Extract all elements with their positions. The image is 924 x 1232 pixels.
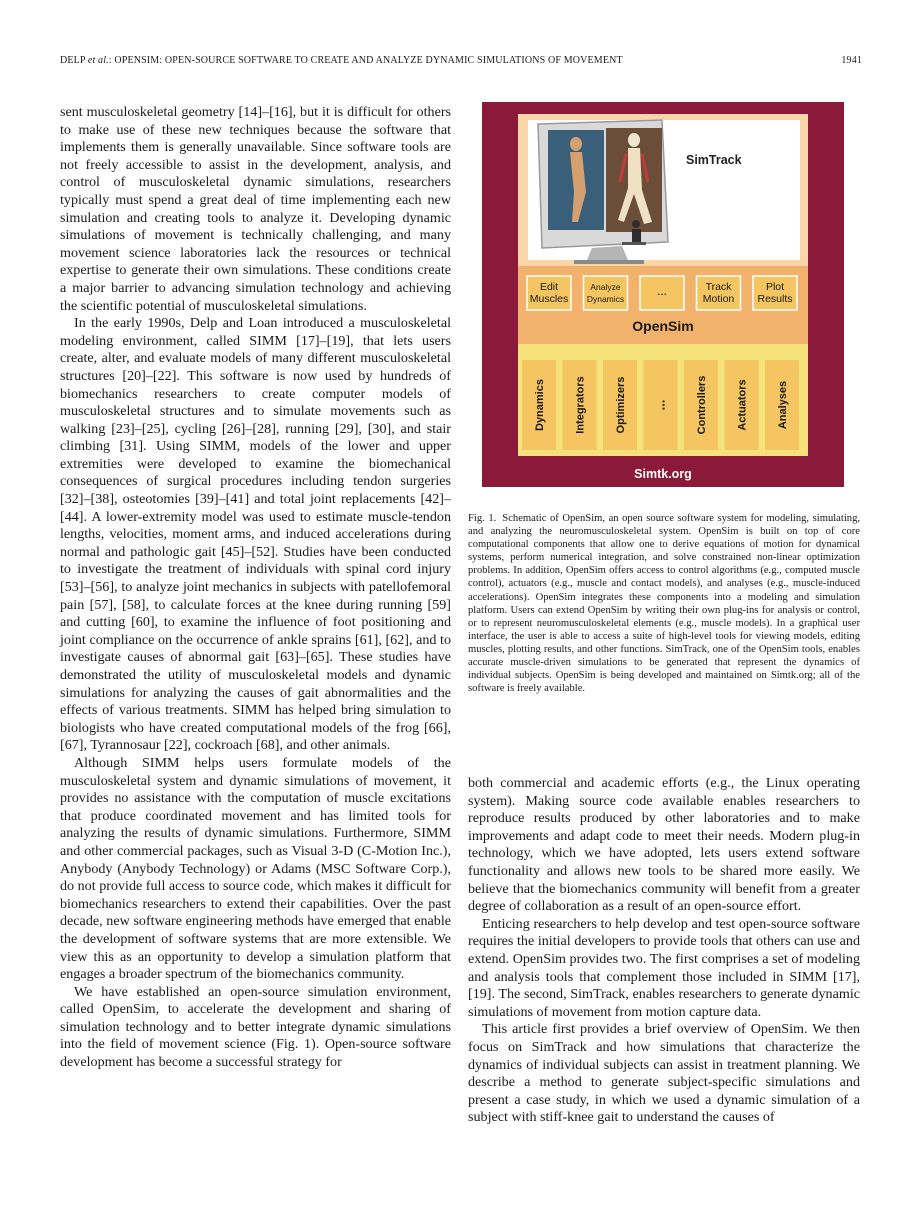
component-box xyxy=(563,360,597,450)
component-label: ... xyxy=(652,399,668,411)
figure-caption xyxy=(468,512,860,695)
left-column xyxy=(60,104,451,1072)
component-label: Controllers xyxy=(696,375,708,435)
paragraph: We have established an open-source simulation environment, called OpenSim, to accelerate the development and sharing of simulation technology and to better integrate dynamic simulations into the field of movement science (Fig. 1). Open-source software development has become a successful strategy for xyxy=(60,983,451,1071)
component-label: Analyses xyxy=(777,380,789,430)
opensim-label: OpenSim xyxy=(632,318,694,334)
paragraph: Enticing researchers to help develop and test open-source software requires the initial developers to provide tools that others can use and extend. OpenSim provides two. The first comprises a set of modeling and analysis tools that complement those included in SIMM [17], [19]. The second, SimTrack, enables researchers to generate dynamic simulations of movement from motion capture data. xyxy=(468,915,860,1020)
paragraph: In the early 1990s, Delp and Loan introduced a musculoskeletal modeling environment, called SIMM [17]–[19], that lets users create, alter, and evaluate models of many different musculoskeletal structures [20]–[22]. This software is now used by hundreds of biomechanics researchers to create computer models of musculoskeletal structures and to simulate movements such as walking [23]–[25], cycling [26]–[28], running [29], [30], and stair climbing [31]. Using SIMM, models of the lower and upper extremities were developed to examine the biomechanical consequences of surgical procedures including tendon surgeries [32]–[38], osteotomies [39]–[41] and total joint replacements [42]–[44]. A lower-extremity model was used to estimate muscle-tendon lengths, velocities, moment arms, and induced accelerations during normal and pathologic gait [45]–[52]. Studies have been conducted to investigate the treatment of individuals with spinal cord injury [53]–[56], to analyze joint mechanics in subjects with patellofemoral pain [57], [58], to calculate forces at the knee during running [59] and cutting [60], to examine the influence of foot positioning and joint compliance on the occurrence of ankle sprains [61], [62], and to investigate causes of abnormal gait [63]–[65]. These studies have demonstrated the utility of musculoskeletal models and dynamic simulations for analyzing the causes of gait abnormalities and the effects of various treatments. SIMM has helped bring simulation to biologists who have created computational models of the frog [66], [67], Tyrannosaur [22], cockroach [68], and other animals. xyxy=(60,315,451,754)
right-column xyxy=(468,775,860,1127)
component-label: Integrators xyxy=(574,376,587,434)
opensim-tool-box xyxy=(527,276,571,310)
opensim-tool-box xyxy=(640,276,684,310)
paragraph: both commercial and academic efforts (e.g., the Linux operating system). Making source code available enables researchers to reproduce results produced by other laboratories and to make improvements and adapt code to meet their needs. Modern plug-in technology, which we have adopted, lets users extend software functionality and allows new tools to be shared more easily. We believe that the biomechanics community will benefit from a greater degree of collaboration as a result of an open-source effort. xyxy=(468,775,860,915)
tool-label: Dynamics xyxy=(586,294,625,304)
component-label: Dynamics xyxy=(534,379,546,431)
tool-label: Muscles xyxy=(529,293,569,305)
page-number: 1941 xyxy=(841,55,862,66)
simtrack-label: SimTrack xyxy=(686,153,742,167)
tool-label: Analyze xyxy=(590,282,621,292)
running-title: DELP et al.: OPENSIM: OPEN-SOURCE SOFTWARE TO CREATE AND ANALYZE DYNAMIC SIMULATIONS OF MOVEMENT xyxy=(60,55,623,66)
caption-label: Fig. 1. xyxy=(468,513,497,524)
tool-label: Track xyxy=(705,281,732,293)
tool-label: Plot xyxy=(765,281,785,293)
component-box xyxy=(644,360,678,450)
tool-label: Edit xyxy=(539,281,559,293)
tool-label: Results xyxy=(757,293,793,305)
component-label: Optimizers xyxy=(615,376,627,434)
paragraph: This article first provides a brief overview of OpenSim. We then focus on SimTrack and how simulations that characterize the dynamics of individual subjects can assist in treatment planning. We describe a method to generate subject-specific simulations and present a case study, in which we used a dynamic simulation of a subject with stiff-knee gait to understand the causes of xyxy=(468,1021,860,1126)
opensim-tool-box xyxy=(584,276,628,310)
figure-opensim-schematic xyxy=(482,102,844,487)
opensim-tool-box xyxy=(697,276,741,310)
component-box xyxy=(765,360,799,450)
tool-label: ... xyxy=(656,284,668,298)
component-box xyxy=(603,360,637,450)
tool-label: Motion xyxy=(702,293,735,305)
monitor-icon xyxy=(538,120,668,264)
component-box xyxy=(522,360,556,450)
paragraph: Although SIMM helps users formulate models of the musculoskeletal system and dynamic simulations of movement, it provides no assistance with the computation of muscle excitations that produce coordinated movement and has limited tools for analyzing the results of dynamic simulations. Furthermore, SIMM and other commercial packages, such as Visual 3-D (C-Motion Inc.), Anybody (Anybody Technology) or Adams (MSC Software Corp.), do not provide full access to source code, which makes it difficult for biomechanics researchers to extend their capabilities. Over the past decade, new software engineering methods have emerged that enable the development of software systems that are more extensible. We view this as an opportunity to develop a simulation platform that engages a broader spectrum of the biomechanics community. xyxy=(60,754,451,983)
component-label: Actuators xyxy=(736,379,749,431)
paragraph: sent musculoskeletal geometry [14]–[16], but it is difficult for others to make use of these new techniques because the software that implements them is generally unavailable. Since software tools are not freely accessible to assist in the development, analysis, and control of musculoskeletal dynamic simulations, researchers typically must spend a great deal of time implementing each new simulation and creating tools to analyze it. Developing dynamic simulations of movement is technically challenging, and many movement science laboratories lack the resources or technical expertise to generate their own simulations. These conditions create a major barrier to advancing simulation technology and achieving the scientific potential of musculoskeletal simulations. xyxy=(60,104,451,314)
caption-text: Schematic of OpenSim, an open source software system for modeling, simulating, and analyzing the neuromusculoskeletal system. OpenSim is built on top of core computational components that allow one to derive equations of motion for dynamical systems, perform numerical integration, and solve constrained non-linear optimization problems. In addition, OpenSim offers access to control algorithms (e.g., computed muscle control), actuators (e.g., muscle and contact models), and analyses (e.g., muscle-induced accelerations). OpenSim integrates these components into a modeling and simulation platform. Users can extend OpenSim by writing their own plug-ins for analysis or control, or to represent neuromusculoskeletal elements (e.g., muscle models). In a graphical user interface, the user is able to access a suite of high-level tools for viewing models, editing muscles, plotting results, and other functions. SimTrack, one of the OpenSim tools, enables accurate muscle-driven simulations to be generated that represent the dynamics of individual subjects. OpenSim is being developed and maintained on Simtk.org; all of the software is freely available. xyxy=(468,513,861,695)
running-header xyxy=(60,55,862,66)
opensim-tool-box xyxy=(753,276,797,310)
simtk-label: Simtk.org xyxy=(634,467,692,481)
component-box xyxy=(684,360,718,450)
component-box xyxy=(725,360,759,450)
